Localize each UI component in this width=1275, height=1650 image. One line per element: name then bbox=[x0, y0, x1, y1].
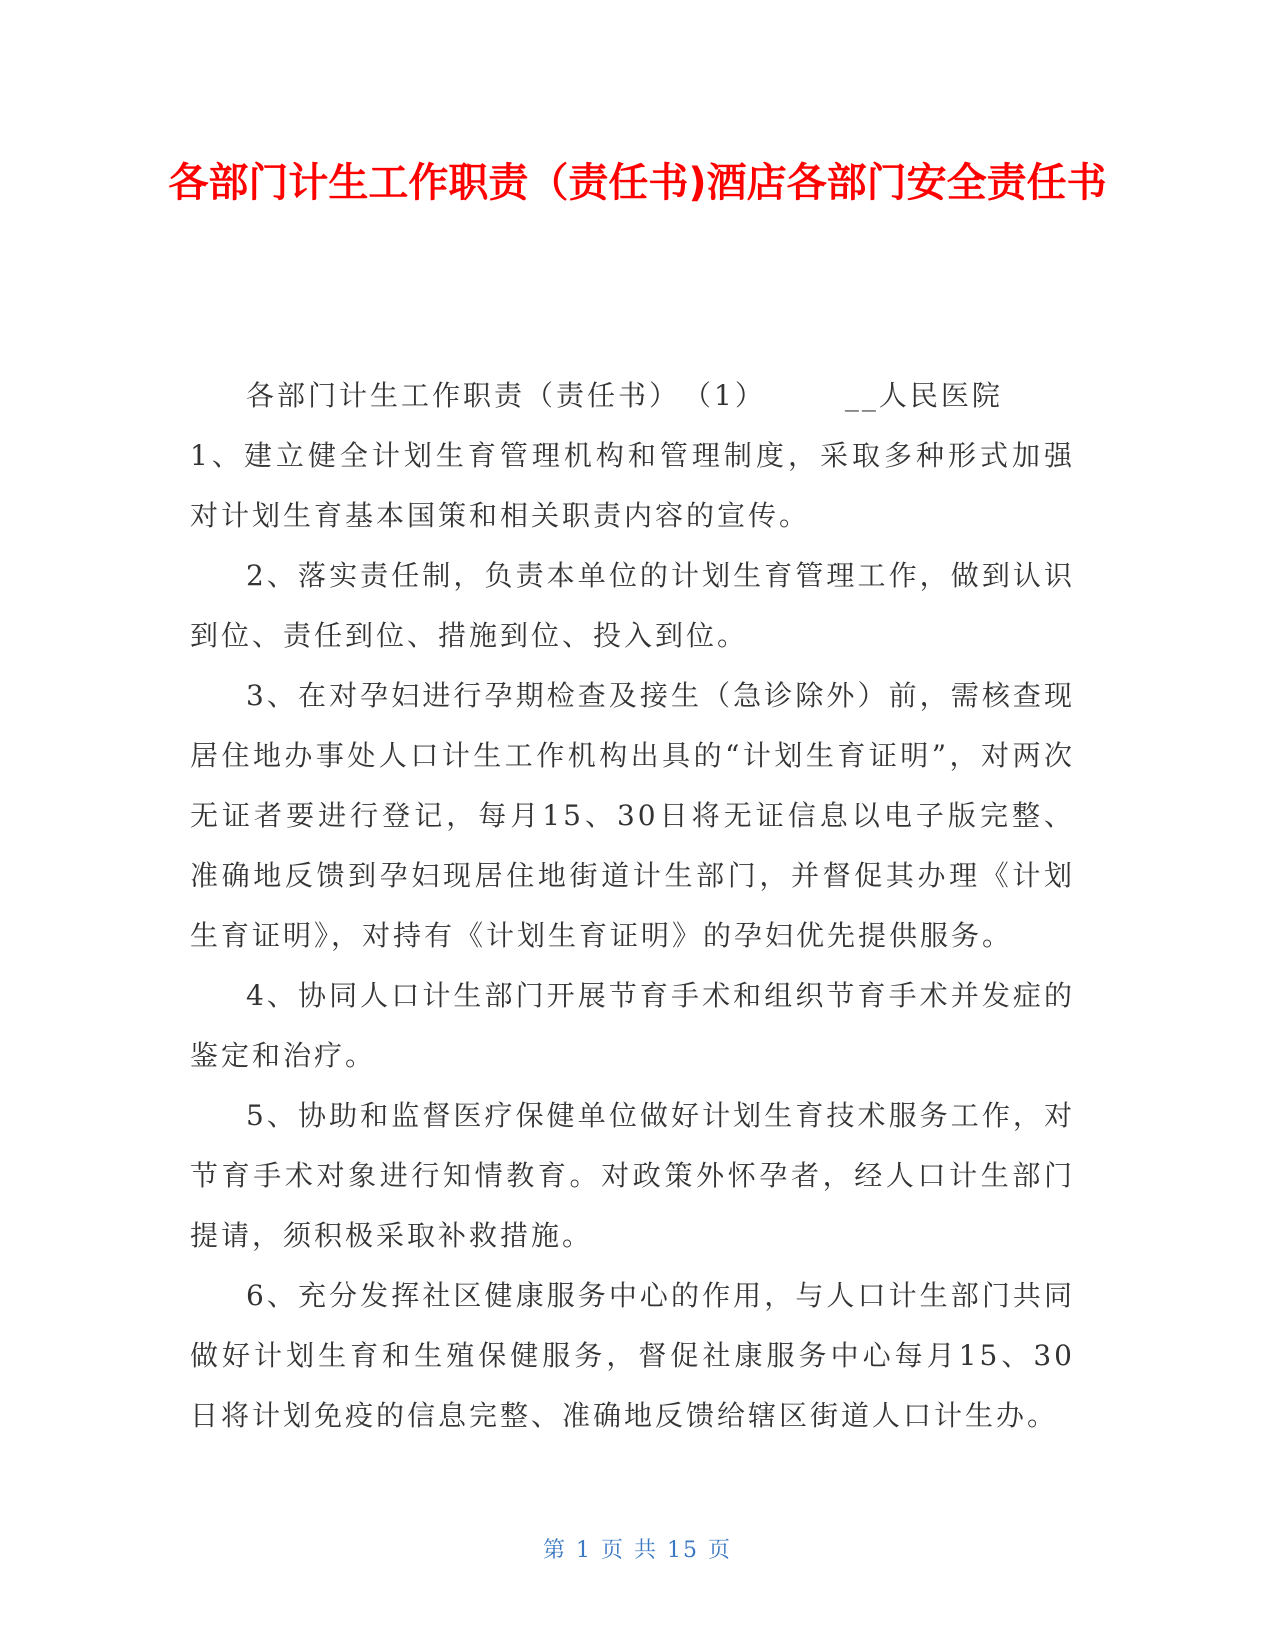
paragraph-3: 3、在对孕妇进行孕期检查及接生（急诊除外）前，需核查现居住地办事处人口计生工作机构出具的“计划生育证明”，对两次无证者要进行登记，每月15、30日将无证信息以电子版完整、准确地反馈到孕妇现居住地街道计生部门，并督促其办理《计划生育证明》，对持有《计划生育证明》的孕妇优先提供服务。 bbox=[190, 679, 1075, 952]
document-body bbox=[190, 366, 1075, 1446]
paragraph-4: 4、协同人口计生部门开展节育手术和组织节育手术并发症的鉴定和治疗。 bbox=[190, 979, 1075, 1072]
document-title: 各部门计生工作职责（责任书)酒店各部门安全责任书 bbox=[168, 160, 1107, 206]
paragraph-6: 6、充分发挥社区健康服务中心的作用，与人口计生部门共同做好计划生育和生殖保健服务，督促社康服务中心每月15、30日将计划免疫的信息完整、准确地反馈给辖区街道人口计生办。 bbox=[190, 1279, 1075, 1432]
paragraph-2: 2、落实责任制，负责本单位的计划生育管理工作，做到认识到位、责任到位、措施到位、投入到位。 bbox=[190, 559, 1075, 652]
page-footer: 第 1 页 共 15 页 bbox=[543, 1538, 732, 1563]
paragraph-5: 5、协助和监督医疗保健单位做好计划生育技术服务工作，对节育手术对象进行知情教育。对政策外怀孕者，经人口计生部门提请，须积极采取补救措施。 bbox=[190, 1099, 1075, 1252]
paragraph-1: 1、建立健全计划生育管理机构和管理制度，采取多种形式加强对计划生育基本国策和相关职责内容的宣传。 bbox=[190, 439, 1075, 532]
heading-line: 各部门计生工作职责（责任书） （1） __人民医院 bbox=[246, 379, 1003, 412]
